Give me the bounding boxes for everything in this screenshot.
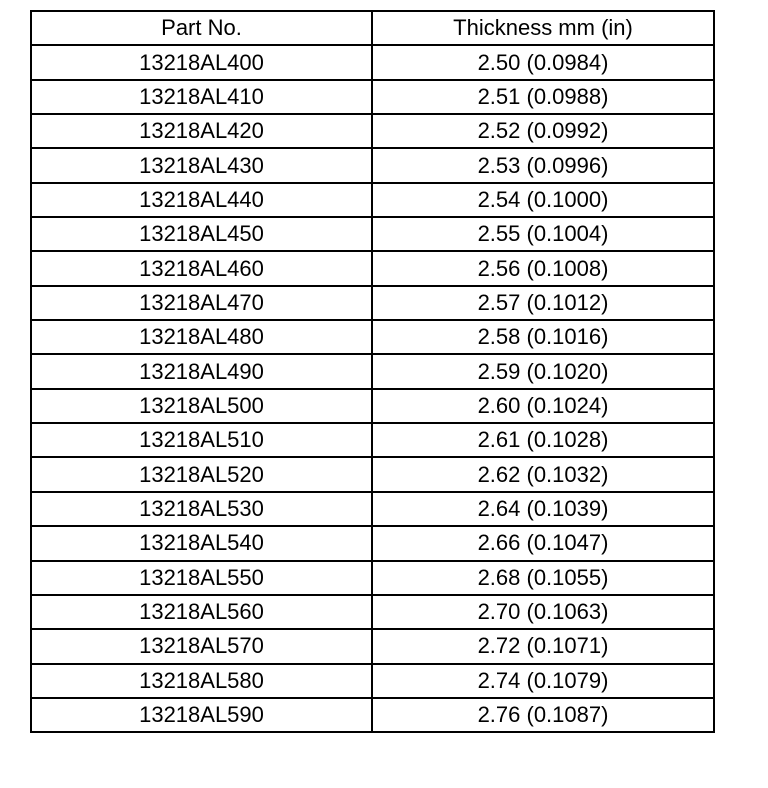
cell-thickness: 2.76 (0.1087)	[372, 698, 714, 732]
cell-part-no: 13218AL470	[31, 286, 372, 320]
table-header-row	[31, 11, 714, 45]
cell-thickness: 2.68 (0.1055)	[372, 561, 714, 595]
cell-thickness: 2.51 (0.0988)	[372, 80, 714, 114]
table-row	[31, 423, 714, 457]
cell-thickness: 2.72 (0.1071)	[372, 629, 714, 663]
table-row	[31, 320, 714, 354]
table-row	[31, 45, 714, 79]
cell-part-no: 13218AL520	[31, 457, 372, 491]
table-row	[31, 698, 714, 732]
cell-thickness: 2.59 (0.1020)	[372, 354, 714, 388]
cell-thickness: 2.53 (0.0996)	[372, 148, 714, 182]
cell-thickness: 2.62 (0.1032)	[372, 457, 714, 491]
cell-part-no: 13218AL500	[31, 389, 372, 423]
cell-part-no: 13218AL440	[31, 183, 372, 217]
cell-part-no: 13218AL490	[31, 354, 372, 388]
cell-thickness: 2.58 (0.1016)	[372, 320, 714, 354]
cell-thickness: 2.61 (0.1028)	[372, 423, 714, 457]
cell-part-no: 13218AL550	[31, 561, 372, 595]
table-row	[31, 114, 714, 148]
table-row	[31, 561, 714, 595]
table-row	[31, 664, 714, 698]
cell-part-no: 13218AL430	[31, 148, 372, 182]
cell-part-no: 13218AL540	[31, 526, 372, 560]
cell-part-no: 13218AL420	[31, 114, 372, 148]
cell-thickness: 2.54 (0.1000)	[372, 183, 714, 217]
header-thickness: Thickness mm (in)	[372, 11, 714, 45]
cell-thickness: 2.66 (0.1047)	[372, 526, 714, 560]
cell-thickness: 2.55 (0.1004)	[372, 217, 714, 251]
table-row	[31, 354, 714, 388]
cell-part-no: 13218AL460	[31, 251, 372, 285]
cell-thickness: 2.56 (0.1008)	[372, 251, 714, 285]
table-row	[31, 389, 714, 423]
cell-thickness: 2.60 (0.1024)	[372, 389, 714, 423]
cell-thickness: 2.70 (0.1063)	[372, 595, 714, 629]
table-row	[31, 217, 714, 251]
cell-thickness: 2.74 (0.1079)	[372, 664, 714, 698]
cell-part-no: 13218AL480	[31, 320, 372, 354]
cell-part-no: 13218AL590	[31, 698, 372, 732]
table-row	[31, 457, 714, 491]
cell-thickness: 2.57 (0.1012)	[372, 286, 714, 320]
cell-part-no: 13218AL510	[31, 423, 372, 457]
table-row	[31, 286, 714, 320]
cell-part-no: 13218AL580	[31, 664, 372, 698]
part-thickness-table	[30, 10, 715, 733]
table-row	[31, 492, 714, 526]
table-row	[31, 80, 714, 114]
cell-part-no: 13218AL400	[31, 45, 372, 79]
cell-part-no: 13218AL560	[31, 595, 372, 629]
cell-thickness: 2.50 (0.0984)	[372, 45, 714, 79]
table-row	[31, 526, 714, 560]
table-row	[31, 595, 714, 629]
cell-thickness: 2.64 (0.1039)	[372, 492, 714, 526]
cell-part-no: 13218AL570	[31, 629, 372, 663]
table-row	[31, 148, 714, 182]
cell-thickness: 2.52 (0.0992)	[372, 114, 714, 148]
table-row	[31, 183, 714, 217]
table-row	[31, 251, 714, 285]
cell-part-no: 13218AL450	[31, 217, 372, 251]
header-part-no: Part No.	[31, 11, 372, 45]
table-row	[31, 629, 714, 663]
table-body	[31, 45, 714, 732]
cell-part-no: 13218AL530	[31, 492, 372, 526]
cell-part-no: 13218AL410	[31, 80, 372, 114]
